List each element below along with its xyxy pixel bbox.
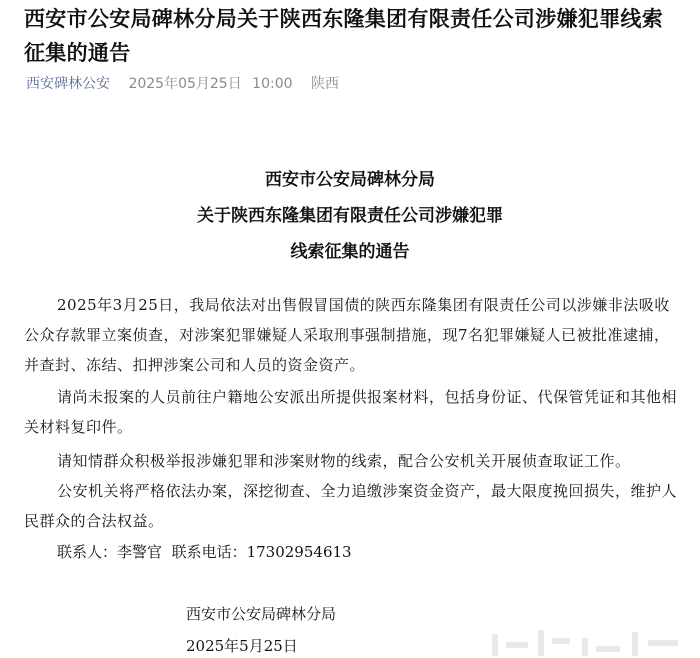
notice-paragraph-4: 公安机关将严格依法办案，深挖彻查、全力追缴涉案资金资产，最大限度挽回损失，维护人民群众的合法权益。 (24, 482, 678, 530)
watermark-logo (492, 628, 692, 656)
article-meta (26, 72, 339, 96)
notice-heading-line-2: 关于陕西东隆集团有限责任公司涉嫌犯罪 (197, 206, 503, 226)
publish-date: 2025年05月25日 (128, 76, 242, 92)
phone-number[interactable]: 17302954613 (246, 543, 352, 561)
account-name-link[interactable]: 西安碑林公安 (26, 76, 110, 92)
contact-name: 李警官 (117, 543, 163, 561)
notice-paragraph-2: 请尚未报案的人员前往户籍地公安派出所提供报案材料，包括身份证、代保管凭证和其他相关材料复印件。 (24, 388, 678, 436)
contact-line (24, 537, 352, 567)
signature-org: 西安市公安局碑林分局 (186, 605, 337, 623)
notice-paragraph-3: 请知情群众积极举报涉嫌犯罪和涉案财物的线索，配合公安机关开展侦查取证工作。 (57, 452, 631, 470)
page-title: 西安市公安局碑林分局关于陕西东隆集团有限责任公司涉嫌犯罪线索征集的通告 (24, 7, 663, 65)
signature-date: 2025年5月25日 (186, 637, 298, 655)
notice-paragraph-1: 2025年3月25日，我局依法对出售假冒国债的陕西东隆集团有限责任公司以涉嫌非法吸收公众存款罪立案侦查，对涉案犯罪嫌疑人采取刑事强制措施，现7名犯罪嫌疑人已被批准逮捕，并查封、冻结、扣押涉案公司和人员的资金资产。 (24, 296, 670, 374)
contact-label: 联系人： (57, 543, 118, 561)
publish-location: 陕西 (310, 76, 339, 92)
publish-time: 10:00 (252, 76, 293, 92)
notice-heading-line-3: 线索征集的通告 (290, 242, 410, 262)
notice-heading-line-1: 西安市公安局碑林分局 (265, 170, 435, 190)
phone-label: 联系电话： (171, 543, 247, 561)
